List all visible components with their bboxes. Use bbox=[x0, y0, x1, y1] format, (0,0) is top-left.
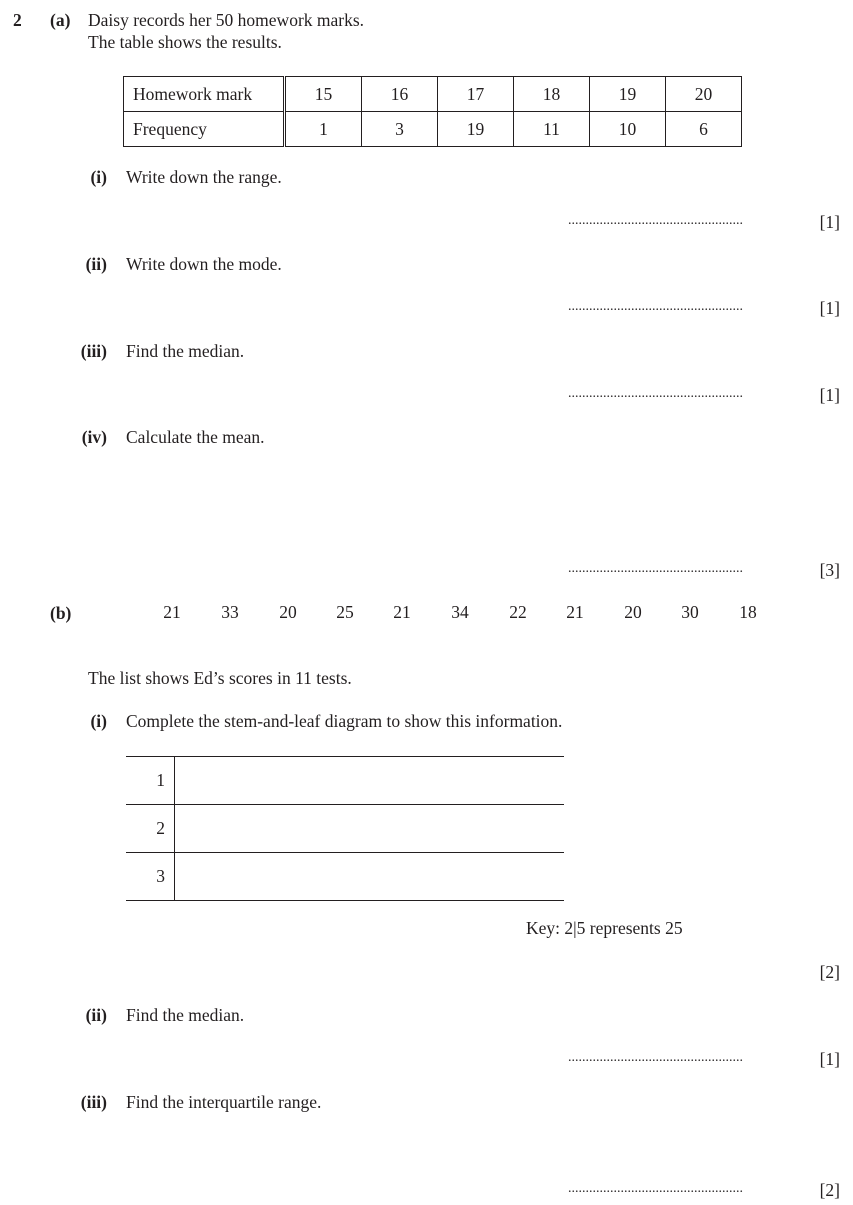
answer-line-b-ii[interactable]: .................................................. bbox=[568, 1050, 743, 1065]
marks-a-iii: [1] bbox=[819, 385, 840, 405]
score-value: 20 bbox=[279, 602, 297, 622]
question-number: 2 bbox=[13, 10, 22, 30]
row-header-marks: Homework mark bbox=[124, 77, 285, 112]
stem-value: 3 bbox=[156, 866, 165, 886]
score-value: 22 bbox=[509, 602, 527, 622]
score-value: 20 bbox=[624, 602, 642, 622]
part-a-intro-line1: Daisy records her 50 homework marks. bbox=[88, 10, 365, 30]
subpart-b-iii-label: (iii) bbox=[80, 1092, 107, 1112]
answer-line-a-iii[interactable]: .................................................. bbox=[568, 386, 743, 401]
score-value: 18 bbox=[739, 602, 757, 622]
stem-cell bbox=[126, 805, 175, 852]
score-value: 34 bbox=[451, 602, 469, 622]
leaf-cell[interactable] bbox=[175, 853, 564, 900]
subpart-b-i-text: Complete the stem-and-leaf diagram to show this information. bbox=[126, 711, 563, 731]
answer-line-b-iii[interactable]: .................................................. bbox=[568, 1181, 743, 1196]
table-row-frequency bbox=[124, 112, 742, 147]
marks-a-iv: [3] bbox=[819, 560, 840, 580]
score-value: 21 bbox=[393, 602, 411, 622]
answer-line-a-iv[interactable]: .................................................. bbox=[568, 561, 743, 576]
stem-and-leaf-diagram bbox=[126, 756, 564, 901]
answer-line-a-ii[interactable]: .................................................. bbox=[568, 299, 743, 314]
marks-b-iii: [2] bbox=[819, 1180, 840, 1200]
subpart-a-iii-text: Find the median. bbox=[126, 341, 245, 361]
subpart-b-i-label: (i) bbox=[90, 711, 107, 731]
stem-value: 2 bbox=[156, 818, 165, 838]
stem-leaf-key: Key: 2|5 represents 25 bbox=[526, 918, 683, 938]
part-a-label: (a) bbox=[50, 10, 71, 30]
mark-cell: 20 bbox=[666, 77, 742, 112]
subpart-a-ii-text: Write down the mode. bbox=[126, 254, 282, 274]
mark-cell: 17 bbox=[438, 77, 514, 112]
part-a-intro-line2: The table shows the results. bbox=[88, 32, 282, 52]
leaf-cell[interactable] bbox=[175, 757, 564, 804]
frequency-cell: 3 bbox=[362, 112, 438, 147]
frequency-cell: 11 bbox=[514, 112, 590, 147]
score-value: 21 bbox=[163, 602, 181, 622]
marks-a-ii: [1] bbox=[819, 298, 840, 318]
mark-cell: 19 bbox=[590, 77, 666, 112]
stem-value: 1 bbox=[156, 770, 165, 790]
part-b-label: (b) bbox=[50, 603, 72, 623]
subpart-a-i-text: Write down the range. bbox=[126, 167, 282, 187]
part-b-intro: The list shows Ed’s scores in 11 tests. bbox=[88, 668, 352, 688]
stem-row bbox=[126, 804, 564, 852]
subpart-b-ii-text: Find the median. bbox=[126, 1005, 245, 1025]
stem-cell bbox=[126, 757, 175, 804]
answer-line-a-i[interactable]: .................................................. bbox=[568, 213, 743, 228]
row-header-frequency: Frequency bbox=[124, 112, 285, 147]
mark-cell: 15 bbox=[285, 77, 362, 112]
score-value: 30 bbox=[681, 602, 699, 622]
frequency-cell: 10 bbox=[590, 112, 666, 147]
score-value: 33 bbox=[221, 602, 239, 622]
marks-b-i: [2] bbox=[819, 962, 840, 982]
subpart-a-iv-text: Calculate the mean. bbox=[126, 427, 265, 447]
marks-a-i: [1] bbox=[819, 212, 840, 232]
subpart-b-ii-label: (ii) bbox=[85, 1005, 107, 1025]
frequency-cell: 1 bbox=[285, 112, 362, 147]
subpart-b-iii-text: Find the interquartile range. bbox=[126, 1092, 322, 1112]
frequency-cell: 6 bbox=[666, 112, 742, 147]
stem-row bbox=[126, 756, 564, 804]
mark-cell: 16 bbox=[362, 77, 438, 112]
marks-b-ii: [1] bbox=[819, 1049, 840, 1069]
score-value: 21 bbox=[566, 602, 584, 622]
homework-frequency-table bbox=[123, 76, 742, 147]
table-row-marks bbox=[124, 77, 742, 112]
stem-row bbox=[126, 852, 564, 901]
subpart-a-iii-label: (iii) bbox=[80, 341, 107, 361]
mark-cell: 18 bbox=[514, 77, 590, 112]
leaf-cell[interactable] bbox=[175, 805, 564, 852]
subpart-a-iv-label: (iv) bbox=[81, 427, 107, 447]
stem-cell bbox=[126, 853, 175, 900]
subpart-a-i-label: (i) bbox=[90, 167, 107, 187]
score-value: 25 bbox=[336, 602, 354, 622]
subpart-a-ii-label: (ii) bbox=[85, 254, 107, 274]
frequency-cell: 19 bbox=[438, 112, 514, 147]
